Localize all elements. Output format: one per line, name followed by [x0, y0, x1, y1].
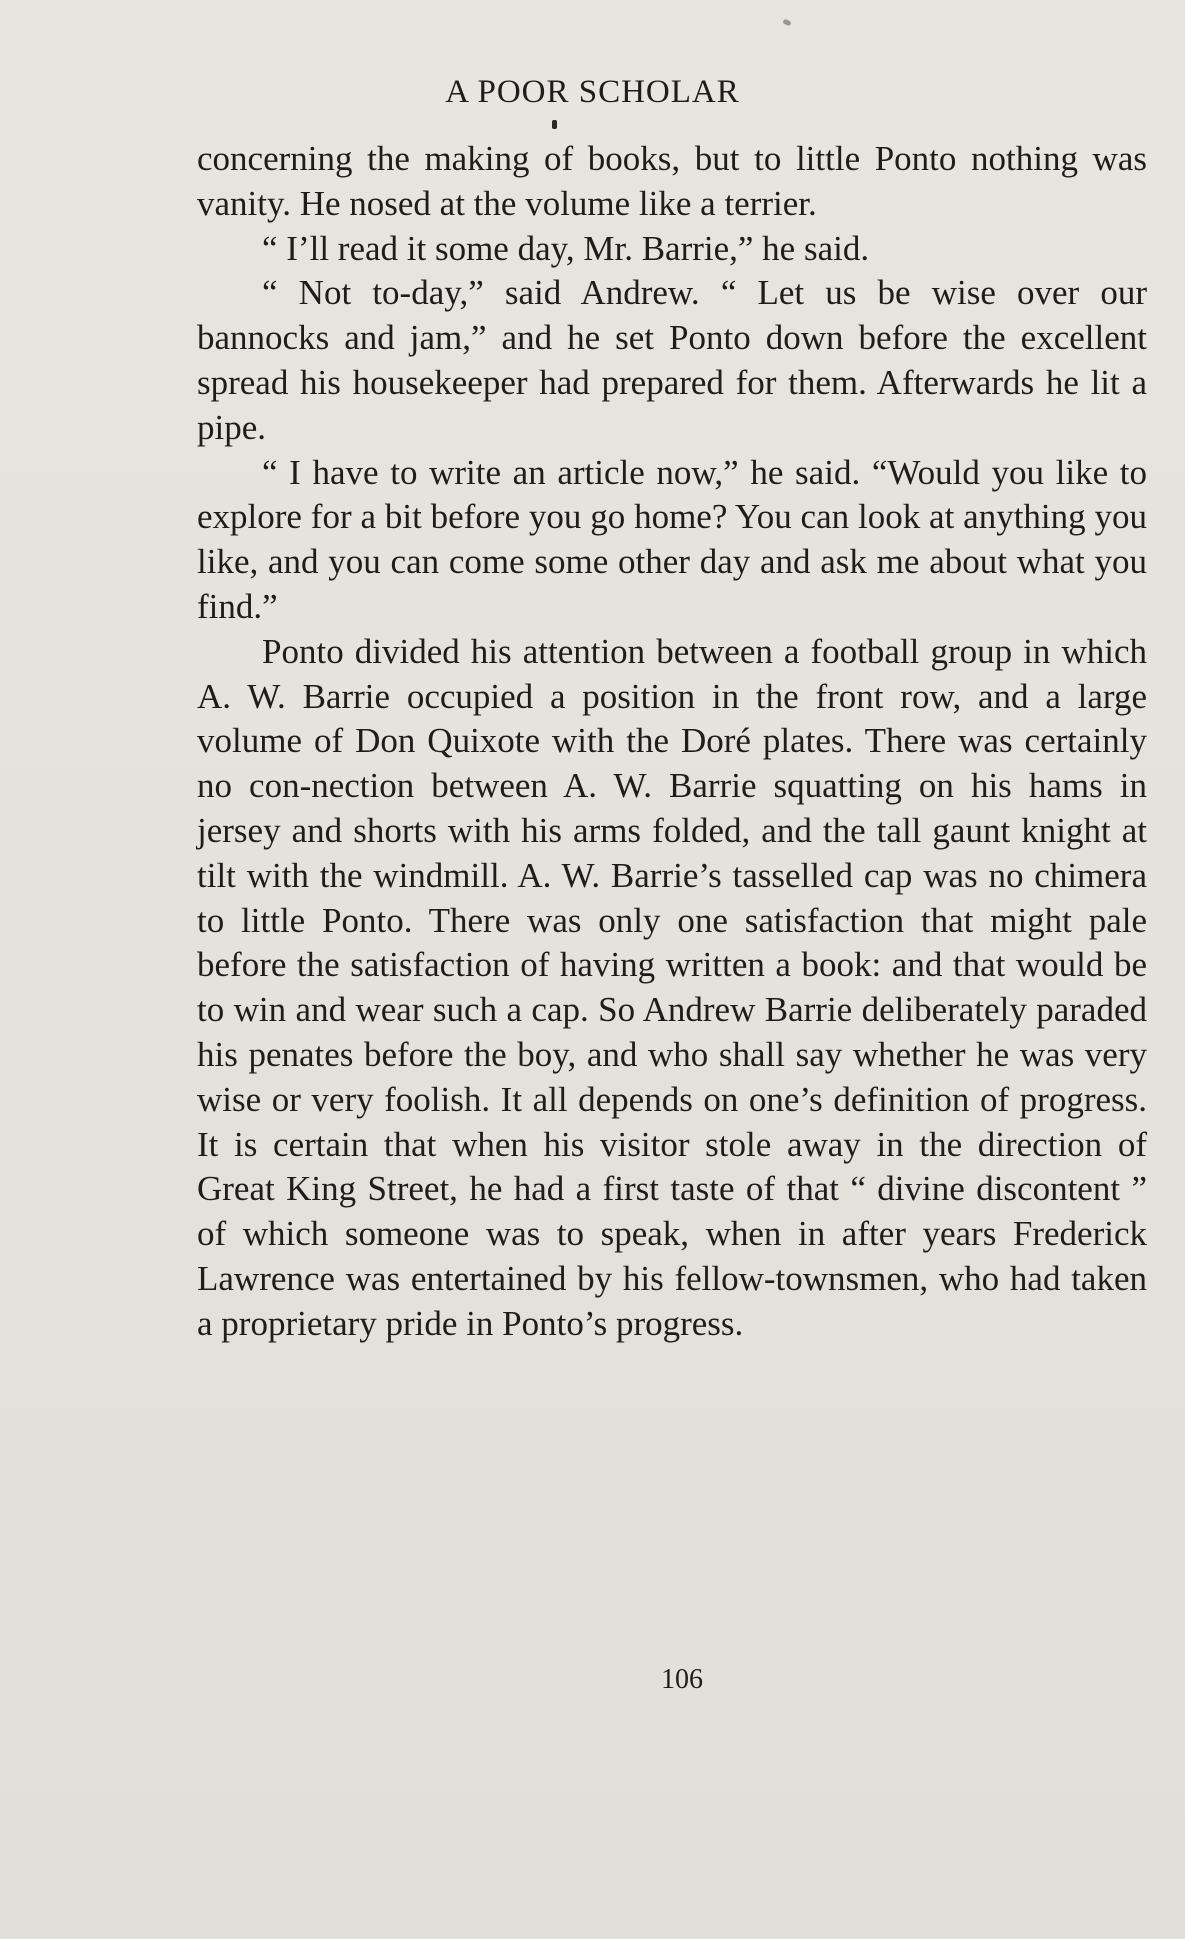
paper-speck: [782, 19, 791, 27]
header-ornament: [552, 120, 557, 129]
page-number: 106: [661, 1664, 703, 1695]
paragraph: Ponto divided his attention between a football group in which A. W. Barrie occupied a position in the front row, and a large volume of Don Quixote with the Doré plates. There was certainly no con-nection between A. W. Barrie squatting on his hams in jersey and shorts with his arms folded, and the tall gaunt knight at tilt with the windmill. A. W. Barrie’s tasselled cap was no chimera to little Ponto. There was only one satisfaction that might pale before the satisfaction of having written a book: and that would be to win and wear such a cap. So Andrew Barrie deliberately paraded his penates before the boy, and who shall say whether he was very wise or very foolish. It all depends on one’s definition of progress. It is certain that when his visitor stole away in the direction of Great King Street, he had a first taste of that “ divine discontent ” of which someone was to speak, when in after years Frederick Lawrence was entertained by his fellow-townsmen, who had taken a proprietary pride in Ponto’s progress.: [197, 631, 1147, 1343]
paragraph-continuation: concerning the making of books, but to little Ponto nothing was vanity. He nosed at the volume like a terrier.: [197, 139, 1147, 223]
paragraph: “ I have to write an article now,” he said. “Would you like to explore for a bit before you go home? You can look at anything you like, and you can come some other day and ask me about what you find.”: [197, 452, 1147, 626]
paragraph: “ Not to-day,” said Andrew. “ Let us be wise over our bannocks and jam,” and he set Ponto down before the excellent spread his housekeeper had prepared for them. Afterwards he lit a pipe.: [197, 273, 1147, 447]
running-title: A POOR SCHOLAR: [445, 74, 740, 110]
paragraph: “ I’ll read it some day, Mr. Barrie,” he said.: [262, 228, 870, 268]
body-text: [197, 137, 1147, 1347]
